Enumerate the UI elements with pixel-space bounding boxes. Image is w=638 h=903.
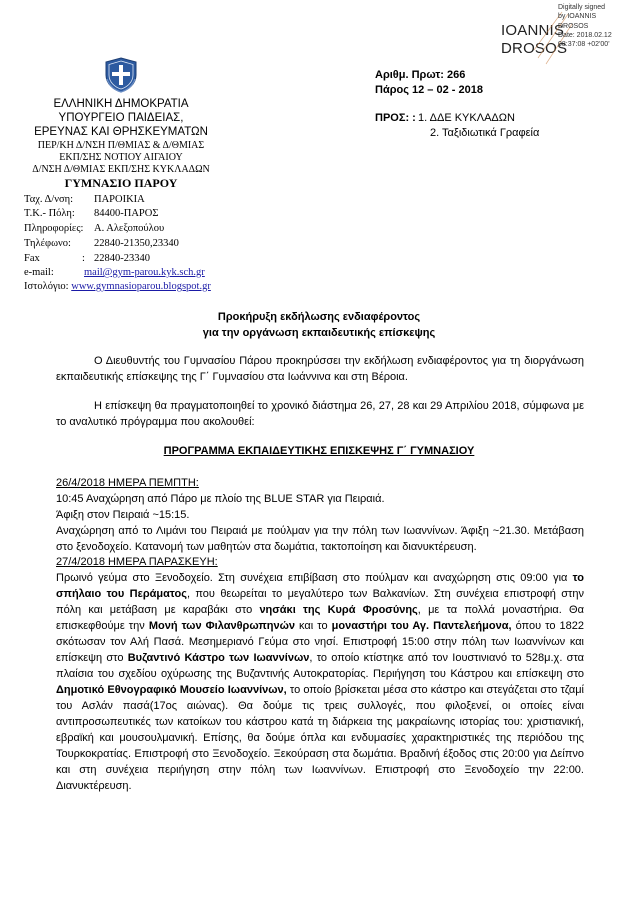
digital-signature-details: Digitally signed by IOANNIS DROSOS Date: 2018.02.12 08:37:08 +02'00' [558,4,612,49]
ethnographic-museum: Δημοτικό Εθνογραφικό Μουσείο Ιωαννίνων, [56,684,287,696]
contact-blog: Ιστολόγιο: www.gymnasioparou.blogspot.gr [24,281,211,292]
contact-phone: Τηλέφωνο: 22840-21350,23340 [24,238,179,249]
day2-section [56,554,584,794]
blog-link[interactable]: www.gymnasioparou.blogspot.gr [71,281,211,292]
program-heading: ΠΡΟΓΡΑΜΜΑ ΕΚΠΑΙΔΕΥΤΙΚΗΣ ΕΠΙΣΚΕΨΗΣ Γ΄ ΓΥΜΝΑΣΙΟΥ [163,445,475,457]
contact-info-person: Πληροφορίες: Α. Αλεξοπούλου [24,223,165,234]
ministry-line-2: ΕΡΕΥΝΑΣ ΚΑΙ ΘΡΗΣΚΕΥΜΑΤΩΝ [34,126,208,138]
to-label: ΠΡΟΣ: : [375,112,416,124]
day1-line-2: Άφιξη στον Πειραιά ~15:15. [56,509,190,521]
recipient-1: 1. ΔΔΕ ΚΥΚΛΑΔΩΝ [418,112,515,124]
day1-line-1: 10:45 Αναχώρηση από Πάρο με πλοίο της BLUE STAR για Πειραιά. [56,493,385,505]
filanthropinon-monastery: Μονή των Φιλανθρωπηνών [148,620,295,632]
day1-line-3: Αναχώρηση από το Λιμάνι του Πειραιά με πούλμαν για την πόλη των Ιωαννίνων. Άφιξη ~21.30. Μετάβαση στο ξενοδοχείο. Κατανομή των μαθητών στα δωμάτια, τακτοποίηση και διανυκτέρευση. [56,525,584,553]
intro-paragraph-1: Ο Διευθυντής του Γυμνασίου Πάρου προκηρύσσει την εκδήλωση ενδιαφέροντος για τη διοργάνωση εκπαιδευτικής επίσκεψης της Γ΄ Γυμνασίου στα Ιωάννινα και στη Βέροια. [56,355,584,383]
perama-cave: το σπήλαιο του Περάματος [56,572,584,600]
document-date: Πάρος 12 – 02 - 2018 [375,84,483,96]
document-title-line-2: για την οργάνωση εκπαιδευτικής επίσκεψης [202,327,436,339]
day2-heading: 27/4/2018 ΗΜΕΡΑ ΠΑΡΑΣΚΕΥΗ: [56,556,218,568]
digital-signature-name: IOANNIS DROSOS [501,22,568,57]
directorate-line-3: Δ/ΝΣΗ Δ/ΘΜΙΑΣ ΕΚΠ/ΣΗΣ ΚΥΚΛΑΔΩΝ [32,164,210,175]
day2-paragraph: Πρωινό γεύμα στο Ξενοδοχείο. Στη συνέχεια επιβίβαση στο πούλμαν και αναχώρηση στις 09:00 για το σπήλαιο του Περάματος, που θεωρείται το μεγαλύτερο των Βαλκανίων. Στη συνέχεια επιστροφή στην πόλη και μετάβαση με καραβάκι στο νησάκι της Κυρά Φροσύνης, με τα πολλά μοναστήρια. Θα επισκεφθούμε την Μονή των Φιλανθρωπηνών και το μοναστήρι του Αγ. Παντελεήμονα, όπου το 1822 σκότωσαν τον Αλή Πασά. Μεσημεριανό Γεύμα στο νησί. Επιστροφή 15:00 στην πόλη των Ιωαννίνων και επίσκεψη στο Βυζαντινό Κάστρο των Ιωαννίνων, το οποίο κτίστηκε από τον Ιουστινιανό το 528μ.χ. στα πλαίσια του σχεδίου οχύρωσης της Βυζαντινής Αυτοκρατορίας. Περιήγηση του Κάστρου και επίσκεψη στο Δημοτικό Εθνογραφικό Μουσείο Ιωαννίνων, το οποίο βρίσκεται μέσα στο κάστρο και στεγάζεται στο τζαμί του Ασλάν πασά(17ος αιώνας). Θα δούμε τις τρεις συλλογές, που φιλοξενεί, οι οποίες είναι αντιπροσωπευτικές των κατοίκων του κάστρου κατά τη διάρκεια της μακραίωνης ιστορίας του: χριστιανική, εβραϊκή και μουσουλμανική. Επίσης, θα δούμε όπλα και ενδυμασίες χαρακτηριστικές της περιόδου της Τουρκοκρατίας. Επιστροφή στο Ξενοδοχείο. Ξεκούραση στα δωμάτια. Βραδινή έξοδος στις 20:00 για Δείπνο και στη συνέχεια περιήγηση στην πόλη των Ιωαννίνων. Επιστροφή στο Ξενοδοχείο την 22:00. Διανυκτέρευση. [56,572,584,792]
protocol-number: Αριθμ. Πρωτ: 266 [375,69,466,81]
document-title-line-1: Προκήρυξη εκδήλωσης ενδιαφέροντος [217,311,421,323]
email-link[interactable]: mail@gym-parou.kyk.sch.gr [84,267,205,278]
contact-fax: Fax : 22840-23340 [24,253,150,264]
country-name: ΕΛΛΗΝΙΚΗ ΔΗΜΟΚΡΑΤΙΑ [53,98,189,110]
kyra-frosyni-island: νησάκι της Κυρά Φροσύνης [259,604,418,616]
contact-postcode: Τ.Κ.- Πόλη: 84400-ΠΑΡΟΣ [24,208,159,219]
day1-heading: 26/4/2018 ΗΜΕΡΑ ΠΕΜΠΤΗ: [56,477,199,489]
recipient-2: 2. Ταξιδιωτικά Γραφεία [430,127,540,139]
greek-emblem-icon [104,57,138,93]
day1-section [56,475,584,555]
ministry-line-1: ΥΠΟΥΡΓΕΙΟ ΠΑΙΔΕΙΑΣ, [58,112,184,124]
intro-paragraph-2: Η επίσκεψη θα πραγματοποιηθεί το χρονικό διάστημα 26, 27, 28 και 29 Απριλίου 2018, σύμφωνα με το αναλυτικό πρόγραμμα που ακολουθεί: [56,400,584,428]
byzantine-castle: Βυζαντινό Κάστρο των Ιωαννίνων [127,652,310,664]
agios-panteleimon-monastery: μοναστήρι του Αγ. Παντελεήμονα, [331,620,512,632]
school-name: ΓΥΜΝΑΣΙΟ ΠΑΡΟΥ [64,176,178,190]
contact-email: e-mail: mail@gym-parou.kyk.sch.gr [24,267,205,278]
contact-address: Ταχ. Δ/νση: ΠΑΡΟΙΚΙΑ [24,194,145,205]
directorate-line-1: ΠΕΡ/ΚΗ Δ/ΝΣΗ Π/ΘΜΙΑΣ & Δ/ΘΜΙΑΣ [37,140,205,151]
directorate-line-2: ΕΚΠ/ΣΗΣ ΝΟΤΙΟΥ ΑΙΓΑΙΟΥ [59,152,183,163]
